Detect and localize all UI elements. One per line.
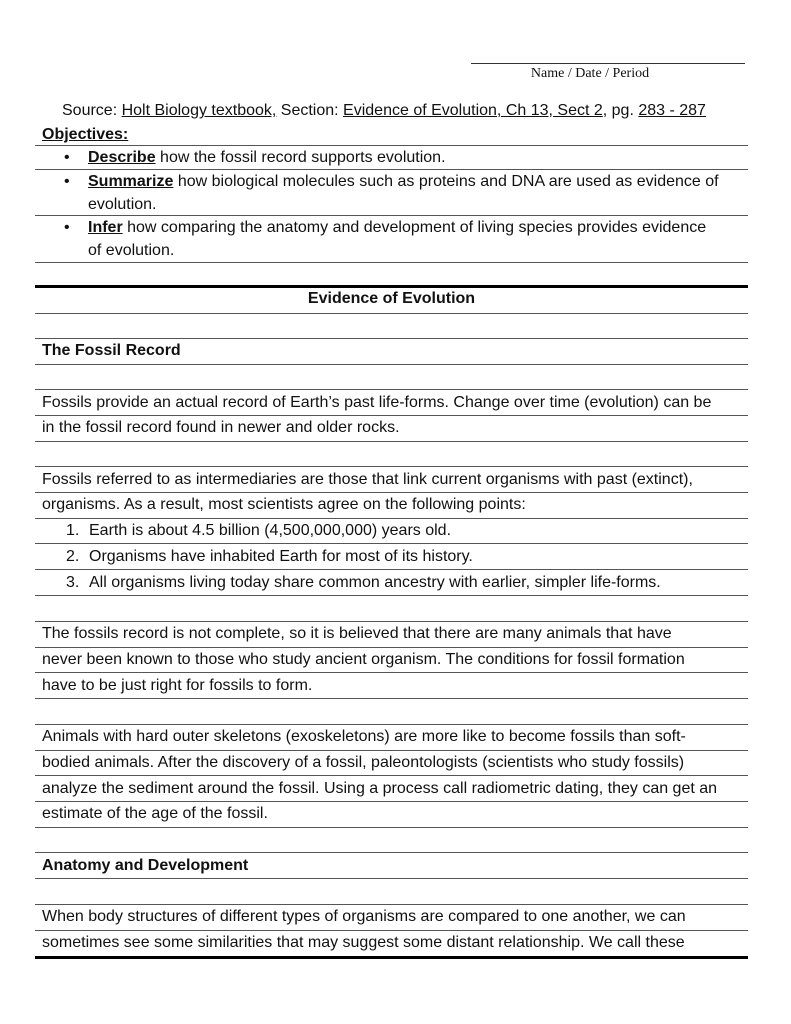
source-section: Evidence of Evolution, Ch 13, Sect 2 [343,102,603,119]
anatomy-heading: Anatomy and Development [42,857,249,874]
name-date-period-line [471,63,745,64]
rule [35,621,748,622]
rule [35,930,748,931]
objective-3 [88,218,706,238]
fossil-record-heading: The Fossil Record [42,342,181,359]
list-number: 2. [66,548,80,565]
rule [35,904,748,905]
objective-keyword: Describe [88,149,156,166]
paragraph-line: analyze the sediment around the fossil. Using a process call radiometric dating, they can get an [42,780,718,797]
rule [35,569,748,570]
rule [35,364,748,365]
rule [35,878,748,879]
source-prefix: Source: [62,102,122,119]
rule [35,750,748,751]
rule [35,313,748,314]
objective-1 [88,148,446,168]
paragraph-line: When body structures of different types of organisms are compared to one another, we can [42,908,686,925]
list-item: Earth is about 4.5 billion (4,500,000,000) years old. [89,522,452,539]
source-pages: 283 - 287 [638,102,706,119]
rule [35,415,748,416]
rule [35,389,748,390]
rule [35,852,748,853]
rule [35,801,748,802]
objective-text: how biological molecules such as proteins and DNA are used as evidence of [173,173,719,190]
source-line [62,102,706,120]
rule [35,827,748,828]
rule [35,672,748,673]
rule [35,724,748,725]
objective-text: how the fossil record supports evolution. [155,149,446,166]
rule [35,698,748,699]
paragraph-line: have to be just right for fossils to form. [42,677,313,694]
paragraph-line: estimate of the age of the fossil. [42,805,268,822]
paragraph-line: never been known to those who study ancient organism. The conditions for fossil formation [42,651,685,668]
source-section-prefix: Section: [276,102,344,119]
objective-keyword: Summarize [88,173,174,190]
paragraph-line: sometimes see some similarities that may suggest some distant relationship. We call these [42,934,685,951]
rule [35,492,748,493]
list-number: 3. [66,574,80,591]
bullet: • [64,173,70,190]
objective-keyword: Infer [88,219,123,236]
objective-2-continued: evolution. [88,196,157,213]
bullet: • [64,219,70,236]
paragraph-line: Animals with hard outer skeletons (exoskeletons) are more like to become fossils than soft- [42,728,686,745]
rule [35,338,748,339]
source-pg-prefix: , pg. [602,102,639,119]
paragraph-line: in the fossil record found in newer and older rocks. [42,419,400,436]
bullet: • [64,149,70,166]
paragraph-line: Fossils provide an actual record of Earth’s past life-forms. Change over time (evolution) can be [42,394,712,411]
paragraph-line: bodied animals. After the discovery of a fossil, paleontologists (scientists who study fossils) [42,754,685,771]
paragraph-line: organisms. As a result, most scientists agree on the following points: [42,496,526,513]
rule [35,169,748,170]
rule [35,518,748,519]
objective-3-continued: of evolution. [88,242,175,259]
bottom-rule [35,956,748,959]
rule [35,441,748,442]
name-date-period-label: Name / Date / Period [530,66,650,81]
rule [35,595,748,596]
rule [35,262,748,263]
objective-text: how comparing the anatomy and development of living species provides evidence [122,219,707,236]
rule [35,466,748,467]
objective-2 [88,172,719,192]
list-number: 1. [66,522,80,539]
rule [35,543,748,544]
source-textbook: Holt Biology textbook, [121,102,277,119]
rule [35,145,748,146]
title-top-rule [35,285,748,288]
page-title: Evidence of Evolution [307,290,476,307]
rule [35,215,748,216]
objectives-heading: Objectives: [42,126,129,143]
list-item: All organisms living today share common ancestry with earlier, simpler life-forms. [89,574,661,591]
list-item: Organisms have inhabited Earth for most of its history. [89,548,473,565]
rule [35,647,748,648]
paragraph-line: Fossils referred to as intermediaries are those that link current organisms with past (extinct), [42,471,693,488]
rule [35,775,748,776]
paragraph-line: The fossils record is not complete, so it is believed that there are many animals that have [42,625,672,642]
